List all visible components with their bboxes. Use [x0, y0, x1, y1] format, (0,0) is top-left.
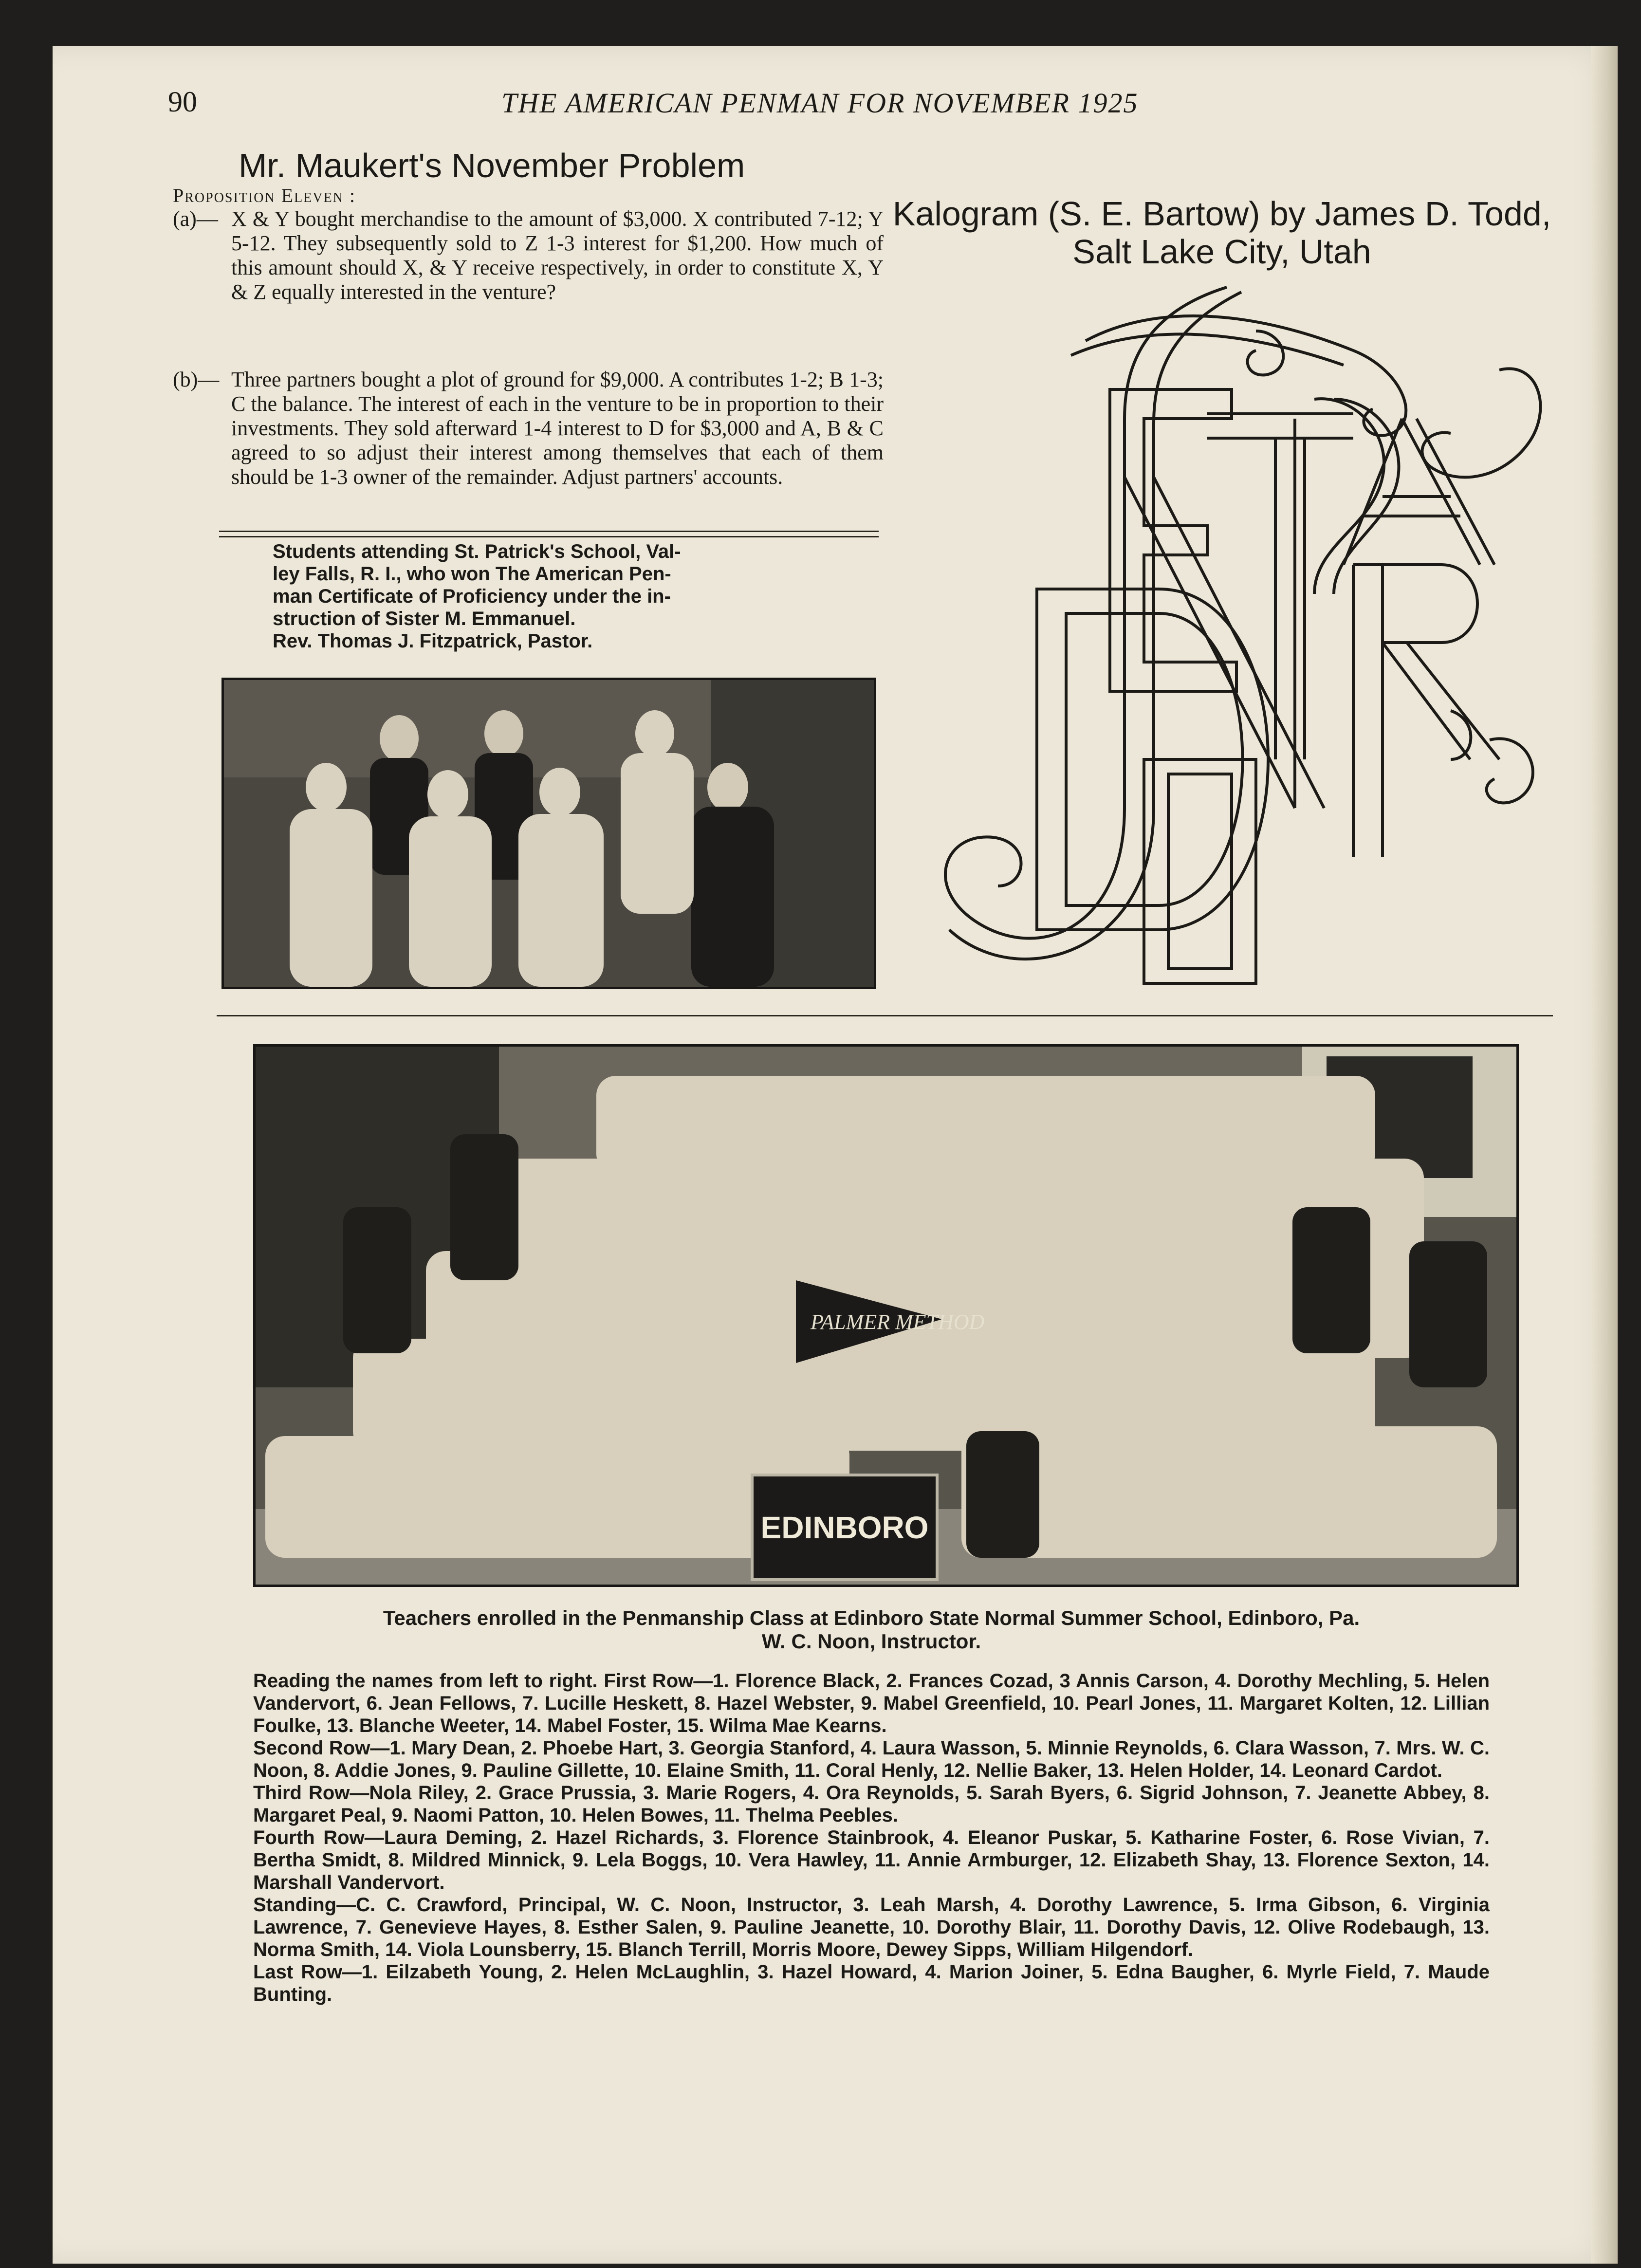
- problem-item-label: (a)—: [173, 207, 218, 231]
- section-divider: [217, 1015, 1553, 1016]
- section-divider: [219, 531, 879, 537]
- kalogram-title-line: Salt Lake City, Utah: [1072, 233, 1371, 271]
- caption-line: struction of Sister M. Emmanuel.: [273, 608, 576, 629]
- edinboro-name-list: [253, 1670, 1490, 2006]
- name-row: Standing—C. C. Crawford, Principal, W. C. Noon, Instructor, 3. Leah Marsh, 4. Dorothy Lawrence, 5. Irma Gibson, 6. Virginia Lawrence, 7. Genevieve Hayes, 8. Esther Salen, 9. Pauline Jeanette, 10. Dorothy Blair, 11. Dorothy Davis, 12. Olive Rodebaugh, 13. Norma Smith, 14. Viola Lounsberry, 15. Blanch Terrill, Morris Moore, Dewey Sipps, William Hilgendorf.: [253, 1894, 1490, 1960]
- problem-item-label: (b)—: [173, 368, 220, 391]
- edinboro-sign-label: EDINBORO: [760, 1510, 929, 1545]
- problem-item-a: [173, 207, 884, 304]
- caption-line: man Certificate of Proficiency under the in-: [273, 586, 671, 607]
- problem-title: Mr. Maukert's November Problem: [239, 147, 745, 184]
- caption-line: ley Falls, R. I., who won The American Pen-: [273, 563, 671, 585]
- students-photo: [221, 678, 876, 989]
- page-spine: [1591, 46, 1618, 2264]
- proposition-label: Proposition Eleven :: [173, 184, 356, 206]
- students-caption: [273, 540, 808, 652]
- running-head: THE AMERICAN PENMAN FOR NOVEMBER 1925: [501, 87, 1139, 119]
- kalogram-title-line: Kalogram (S. E. Bartow) by James D. Todd,: [892, 195, 1551, 233]
- problem-item-b: [173, 368, 884, 489]
- edinboro-group-photo: [253, 1044, 1519, 1587]
- name-row: Second Row—1. Mary Dean, 2. Phoebe Hart, 3. Georgia Stanford, 4. Laura Wasson, 5. Minnie Reynolds, 6. Clara Wasson, 7. Mrs. W. C. Noon, 8. Addie Jones, 9. Pauline Gillette, 10. Elaine Smith, 11. Coral Henly, 12. Nellie Baker, 13. Helen Holder, 14. Leonard Cardot.: [253, 1737, 1490, 1781]
- problem-item-text: Three partners bought a plot of ground for $9,000. A contributes 1-2; B 1-3; C the balance. The interest of each in the venture to be in proportion to their investments. They sold afterward 1-4 interest to D for $3,000 and A, B & C agreed to so adjust their interest among themselves that each of them should be 1-3 owner of the remainder. Adjust partners' accounts.: [231, 368, 884, 489]
- edinboro-caption-line: Teachers enrolled in the Penmanship Class at Edinboro State Normal Summer School, Edinboro, Pa.: [383, 1606, 1360, 1629]
- name-row: Reading the names from left to right. First Row—1. Florence Black, 2. Frances Cozad, 3 Annis Carson, 4. Dorothy Mechling, 5. Helen Vandervort, 6. Jean Fellows, 7. Lucille Heskett, 8. Hazel Webster, 9. Mabel Greenfield, 10. Pearl Jones, 11. Margaret Kolten, 12. Lillian Foulke, 13. Blanche Weeter, 14. Mabel Foster, 15. Wilma Mae Kearns.: [253, 1670, 1490, 1736]
- edinboro-caption-line: W. C. Noon, Instructor.: [761, 1630, 981, 1653]
- edinboro-caption: [253, 1606, 1490, 1653]
- name-row: Third Row—Nola Riley, 2. Grace Prussia, 3. Marie Rogers, 4. Ora Reynolds, 5. Sarah Byers, 6. Sigrid Johnson, 7. Jeanette Abbey, 8. Margaret Peal, 9. Naomi Patton, 10. Helen Bowes, 11. Thelma Peebles.: [253, 1782, 1490, 1826]
- name-row: Last Row—1. Eilzabeth Young, 2. Helen McLaughlin, 3. Hazel Howard, 4. Marion Joiner, 5. Edna Baugher, 6. Myrle Field, 7. Maude Bunting.: [253, 1961, 1490, 2005]
- page-number: 90: [168, 86, 197, 118]
- pennant-label: PALMER METHOD: [811, 1310, 985, 1334]
- problem-item-text: X & Y bought merchandise to the amount of $3,000. X contributed 7-12; Y 5-12. They subsequently sold to Z 1-3 interest for $1,200. How much of this amount should X, & Y receive respectively, in order to constitute X, Y & Z equally interested in the venture?: [231, 207, 884, 304]
- kalogram-title: [857, 195, 1587, 271]
- caption-line: Students attending St. Patrick's School, Val-: [273, 541, 681, 562]
- edinboro-photo-image: [256, 1047, 1516, 1585]
- students-photo-image: [224, 680, 874, 987]
- caption-line: Rev. Thomas J. Fitzpatrick, Pastor.: [273, 630, 593, 652]
- kalogram-monogram: [915, 273, 1558, 993]
- name-row: Fourth Row—Laura Deming, 2. Hazel Richards, 3. Florence Stainbrook, 4. Eleanor Puskar, 5. Katharine Foster, 6. Rose Vivian, 7. Bertha Smidt, 8. Mildred Minnick, 9. Lela Boggs, 10. Vera Hawley, 11. Annie Armburger, 12. Elizabeth Shay, 13. Florence Sexton, 14. Marshall Vandervort.: [253, 1827, 1490, 1893]
